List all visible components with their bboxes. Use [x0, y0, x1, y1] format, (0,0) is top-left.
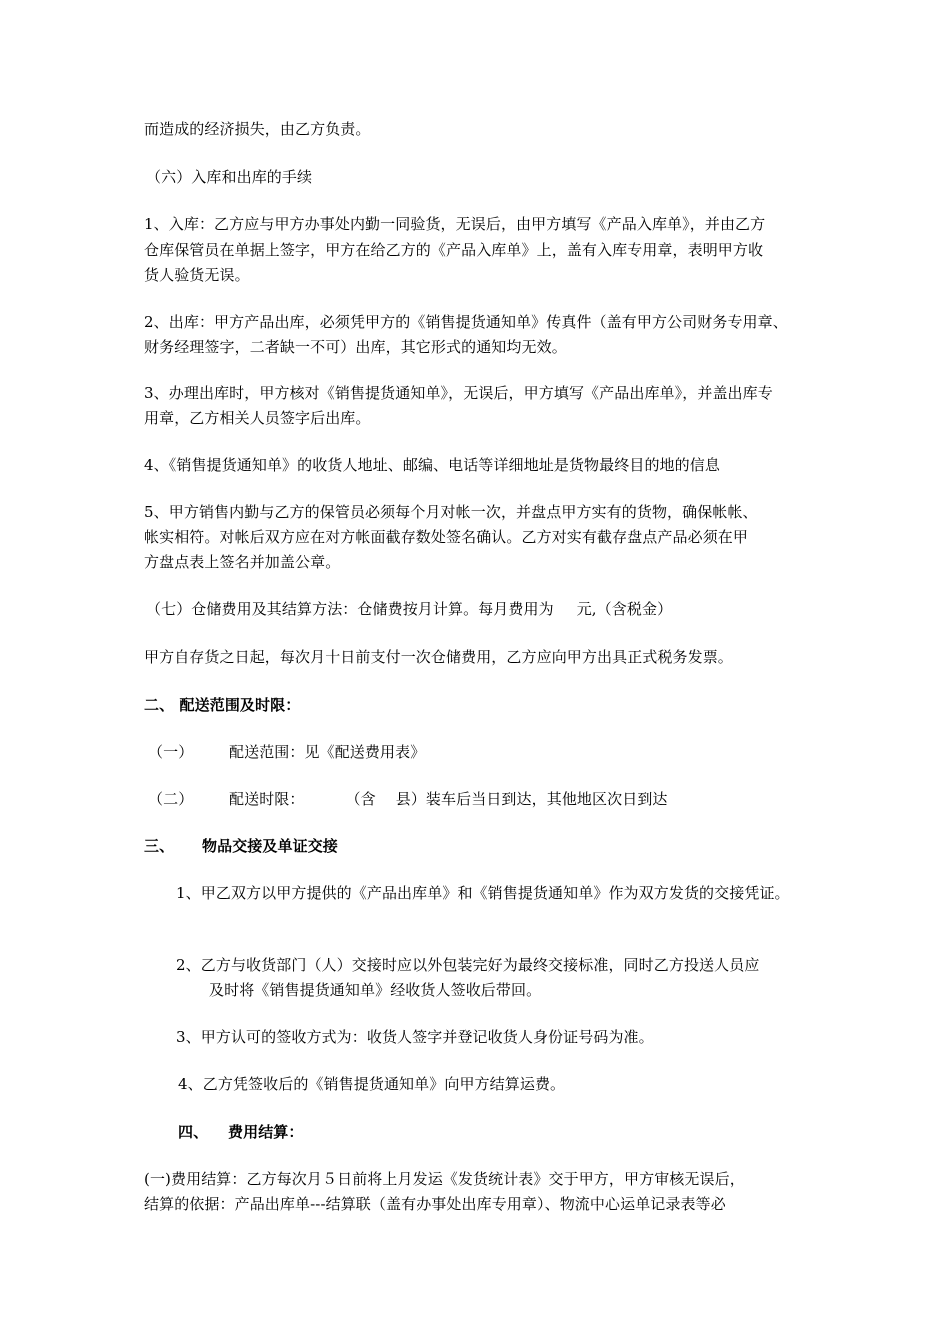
inbound-line-3: 货人验货无误。 [144, 266, 250, 284]
delivery-scope-number: （一） [148, 743, 194, 761]
inbound-line-2: 仓库保管员在单据上签字，甲方在给乙方的《产品入库单》上，盖有入库专用章，表明甲方收 [144, 241, 764, 259]
section-3-number: 三、 [144, 837, 175, 855]
handover-item-2-line-2: 及时将《销售提货通知单》经收货人签收后带回。 [209, 981, 542, 999]
outbound-procedure-line-1: 3、办理出库时，甲方核对《销售提货通知单》，无误后，甲方填写《产品出库单》，并盖出库专 [144, 384, 773, 402]
handover-item-3: 3、甲方认可的签收方式为：收货人签字并登记收货人身份证号码为准。 [176, 1028, 654, 1046]
paragraph-loss-liability: 而造成的经济损失，由乙方负责。 [144, 120, 371, 138]
delivery-time-rule: 县）装车后当日到达，其他地区次日到达 [395, 790, 668, 808]
storage-fee-tax: 元,（含税金） [576, 600, 673, 618]
delivery-time-number: （二） [148, 790, 194, 808]
delivery-time-label: 配送时限： [229, 790, 305, 808]
section-2-heading: 二、 配送范围及时限： [144, 696, 301, 714]
section-4-number: 四、 [178, 1123, 209, 1141]
handover-item-2-line-1: 2、乙方与收货部门（人）交接时应以外包装完好为最终交接标准，同时乙方投送人员应 [176, 956, 760, 974]
reconciliation-line-2: 帐实相符。对帐后双方应在对方帐面截存数处签名确认。乙方对实有截存盘点产品必须在甲 [144, 528, 749, 546]
fee-settlement-line-1: (一)费用结算：乙方每次月５日前将上月发运《发货统计表》交于甲方，甲方审核无误后， [144, 1170, 745, 1188]
outbound-line-1: 2、出库：甲方产品出库，必须凭甲方的《销售提货通知单》传真件（盖有甲方公司财务专用章、 [144, 313, 788, 331]
storage-fee-payment: 甲方自存货之日起，每次月十日前支付一次仓储费用，乙方应向甲方出具正式税务发票。 [144, 648, 733, 666]
inbound-line-1: 1、入库：乙方应与甲方办事处内勤一同验货，无误后，由甲方填写《产品入库单》，并由乙方 [144, 215, 766, 233]
notice-address-info: 4、《销售提货通知单》的收货人地址、邮编、电话等详细地址是货物最终目的地的信息 [144, 456, 720, 474]
fee-settlement-line-2: 结算的依据：产品出库单---结算联（盖有办事处出库专用章）、物流中心运单记录表等必 [144, 1195, 726, 1213]
outbound-procedure-line-2: 用章，乙方相关人员签字后出库。 [144, 409, 371, 427]
delivery-time-text [229, 789, 668, 809]
handover-item-1: 1、甲乙双方以甲方提供的《产品出库单》和《销售提货通知单》作为双方发货的交接凭证。 [176, 884, 790, 902]
storage-fee-line [146, 599, 672, 619]
section-4-title: 费用结算： [228, 1123, 304, 1141]
reconciliation-line-3: 方盘点表上签名并加盖公章。 [144, 553, 341, 571]
section-3-title: 物品交接及单证交接 [202, 837, 338, 855]
delivery-scope-text: 配送范围：见《配送费用表》 [229, 743, 426, 761]
heading-storage-procedures: （六）入库和出库的手续 [146, 168, 313, 186]
delivery-time-county: （含 [345, 790, 376, 808]
reconciliation-line-1: 5、甲方销售内勤与乙方的保管员必须每个月对帐一次，并盘点甲方实有的货物，确保帐帐、 [144, 503, 758, 521]
outbound-line-2: 财务经理签字，二者缺一不可）出库，其它形式的通知均无效。 [144, 338, 567, 356]
handover-item-4: 4、乙方凭签收后的《销售提货通知单》向甲方结算运费。 [178, 1075, 566, 1093]
storage-fee-text: （七）仓储费用及其结算方法：仓储费按月计算。每月费用为 [146, 600, 554, 618]
